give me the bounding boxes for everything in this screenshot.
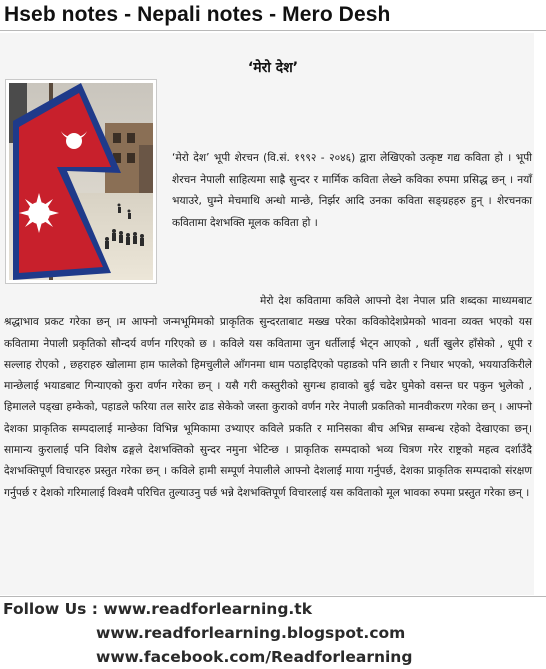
nepal-flag-photo <box>5 79 157 284</box>
follow-us-text: Follow Us : www.readforlearning.tk <box>3 600 313 618</box>
intro-paragraph: ‘मेरो देश’ भूपी शेरचन (वि.सं. १९९२ - २०४६) द्वारा लेखिएको उत्कृष्ट गद्य कविता हो । भूपी शेरचन नेपाली साहित्यमा साह्रै सुन्दर र मार्मिक कविता लेख्ने कविका रुपमा प्रसिद्ध छन् । नयाँ भयाउरे, घुम्ने मेचमाथि अन्धो मान्छे, निर्झर आदि उनका कविता सङ्ग्रहहरु हुन् । शेरचनका कवितामा देशभक्ति मूलक कविता हो । <box>172 152 532 229</box>
page-title: Hseb notes - Nepali notes - Mero Desh <box>4 3 391 26</box>
facebook-link[interactable]: www.facebook.com/Readforlearning <box>96 648 413 666</box>
nepal-flag-image <box>9 83 153 280</box>
header-divider <box>0 30 546 31</box>
body-paragraph: मेरो देश कवितामा कविले आफ्नो देश नेपाल प्रति शब्दका माध्यमबाट श्रद्धाभाव प्रकट गरेका छन् ।म आफ्नो जन्मभूमिमको प्राकृतिक सुन्दरताबाट मख्ख परेका कविकोदेशप्रेमको भावना व्यक्त भएको यस कवितामा नेपाली प्रकृतिको सौन्दर्य वर्णन गरिएको छ । कविले यस कवितामा जुन धर्तीलाई भेट्न आएको , धर्ती खुलेर हाँसेको , धूपी र सल्लाह रोएको , छहराहरु खोलामा हाम फालेको हिमचुलीले आँगनमा धाम पठाइदिएको पहाडको पनि छाती र निधार भएको, भययाउकिरीले मान्छेलाई भयाडबाट गिन्याएको कुरा वर्णन गरेका छन् । यसै गरी कस्तुरीको सुगन्ध हावाको बुई चढेर घुमेको वसन्त घर पकुन भुलेको , हिमालले पड्खा हम्केको, पहाडले फरिया तल सारेर ढाड सेकेको जस्ता कुराको वर्णन गरेर नेपाली प्रकतिको मानवीकरण गरेका छन् । आफ्नो देशका प्राकृतिक सम्पदालाई मान्छेका विभिन्न भूमिकामा उभ्याएर कविले प्रकति र मानिसका बीच अभिन्न सम्बन्ध रहेको देखाएका छन्। सामान्य कुरालाई पनि विशेष ढङ्गले देशभक्तिको सुन्दर नमुना भेटिन्छ । प्राकृतिक सम्पदाको भव्य चित्रण गरेर राष्ट्रको महत्व दर्शाउँदै देशभक्तिपूर्ण विचारहरु प्रस्तुत गरेका छन् । कविले हामी सम्पूर्ण नेपालीले आफ्नो देशलाई माया गर्नुपर्छ, देशका प्राकृतिक सम्पदाको संरक्षण गर्नुपर्छ र देशको गरिमालाई विश्वमै परिचित तुल्याउनु पर्छ भन्ने देशभक्तिपूर्ण विचारलाई यस कविताको मूल भावका रुपमा प्रस्तुत गरेका छन् । <box>4 295 532 499</box>
blogspot-link[interactable]: www.readforlearning.blogspot.com <box>96 624 406 642</box>
footer-divider <box>0 596 546 597</box>
poem-title: ‘मेरो देश’ <box>247 60 299 76</box>
